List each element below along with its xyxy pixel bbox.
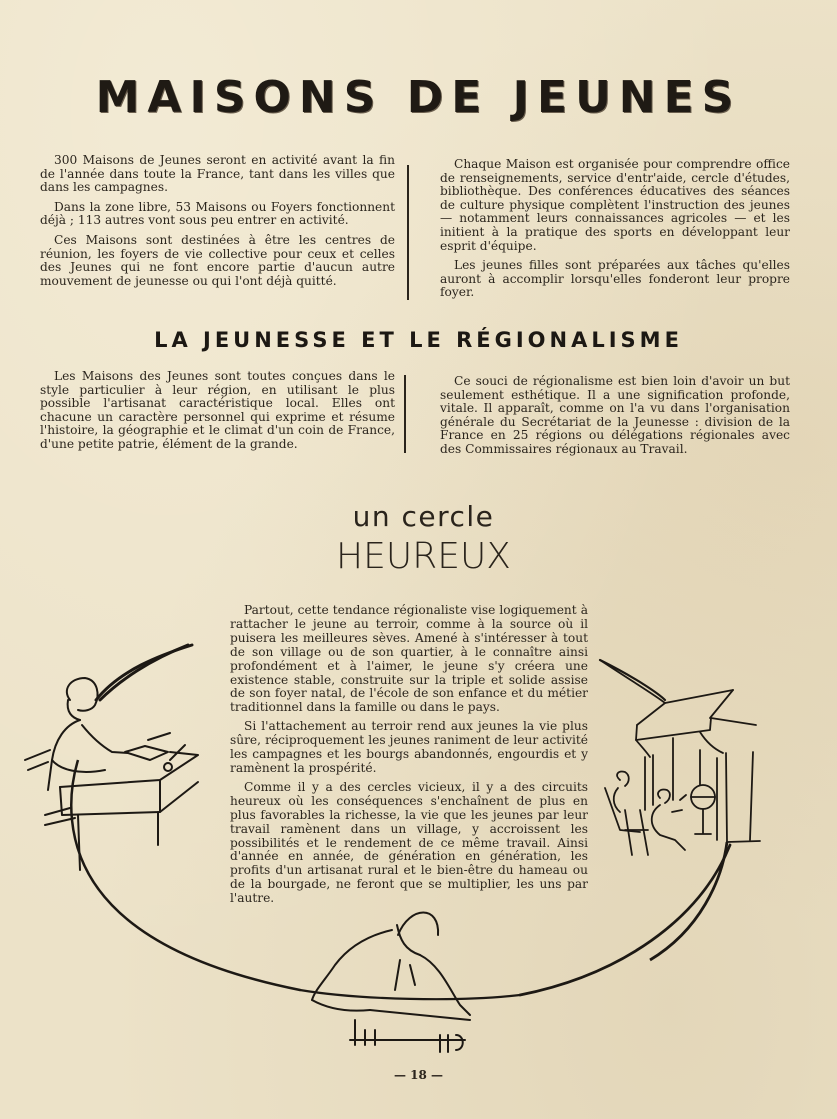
paragraph: Les Maisons des Jeunes sont toutes conçues dans le style particulier à leur région, en utilisant le plus possible l'artisanat caractéristique local. Elles ont chacune un caractère personnel qui exprime et résume l'histoire, la géographie et le climat d'un coin de France, d'une petite patrie, élément de la grande. <box>40 369 395 451</box>
paragraph: 300 Maisons de Jeunes seront en activité avant la fin de l'année dans toute la France, tant dans les villes que dans les campagnes. <box>40 153 395 195</box>
section1-right-column <box>440 158 790 306</box>
paragraph: Chaque Maison est organisée pour comprendre office de renseignements, service d'entr'aide, cercle d'études, bibliothèque. Des conférences éducatives des séances de culture physique complètent l'instruction des jeunes — notamment leurs connaissances agricoles — et les initient à la pratique des sports en développant leur esprit d'équipe. <box>440 157 790 253</box>
schoolboy-illustration <box>25 678 198 870</box>
circle-arc-top-left <box>100 645 188 700</box>
paragraph: Ce souci de régionalisme est bien loin d'avoir un but seulement esthétique. Il a une signification profonde, vitale. Il apparaît, comme on l'a vu dans l'organisation générale du Secrétariat de la Jeunesse : division de la France en 25 régions ou délégations régionales avec des Commissaires régionaux au Travail. <box>440 374 790 456</box>
section3-body <box>230 604 588 911</box>
paragraph: Comme il y a des cercles vicieux, il y a des circuits heureux où les conséquences s'enchaînent de plus en plus favorables la richesse, la vie que les jeunes par leur travail ramènent dans un village, y accroissent les possibilités et le rendement de ce même travail. Ainsi d'année en année, de génération en génération, les profits d'un artisanat rural et le bien-être du hameau ou de la bourgade, ne feront que se multiplier, les uns par l'autre. <box>230 779 588 906</box>
paragraph: Les jeunes filles sont préparées aux tâches qu'elles auront à accomplir lorsqu'elles fonderont leur propre foyer. <box>440 258 790 300</box>
paragraph: Si l'attachement au terroir rend aux jeunes la vie plus sûre, réciproquement les jeunes raniment de leur activité les campagnes et les bourgs abandonnés, engourdis et y ramènent la prospérité. <box>230 719 588 775</box>
section1-left-column <box>40 154 395 294</box>
subtitle-line2: HEUREUX <box>336 536 511 577</box>
page-number: — 18 — <box>393 1068 444 1082</box>
circle-arc-bottom <box>300 990 520 999</box>
paragraph: Partout, cette tendance régionaliste vise logiquement à rattacher le jeune au terroir, comme à la source où il puisera les meilleures sèves. Amené à s'intéresser à tout de son village ou de son quartier, à le connaître ainsi profondément et à l'aimer, le jeune s'y créera une existence stable, construite sur la triple et solide assise de son foyer natal, de l'école de son enfance et du métier traditionnel dans la famille ou dans le pays. <box>230 603 588 715</box>
section2-left-column <box>40 370 395 458</box>
main-title: MAISONS DE JEUNES <box>95 72 742 123</box>
paragraph: Ces Maisons sont destinées à être les centres de réunion, les foyers de vie collective pour ceux et celles des Jeunes qui ne font encore partie d'aucun autre mouvement de jeunesse ou qui l'ont déjà quitté. <box>40 232 395 288</box>
section2-right-column <box>440 375 790 463</box>
column-divider <box>407 165 409 300</box>
column-divider <box>404 375 406 453</box>
hearth-illustration <box>600 660 760 855</box>
artisan-illustration <box>312 913 470 1053</box>
paragraph: Dans la zone libre, 53 Maisons ou Foyers fonctionnent déjà ; 113 autres vont sous peu entrer en activité. <box>40 199 395 228</box>
subtitle-line1: un cercle <box>352 500 495 533</box>
section-title: LA JEUNESSE ET LE RÉGIONALISME <box>154 328 683 352</box>
